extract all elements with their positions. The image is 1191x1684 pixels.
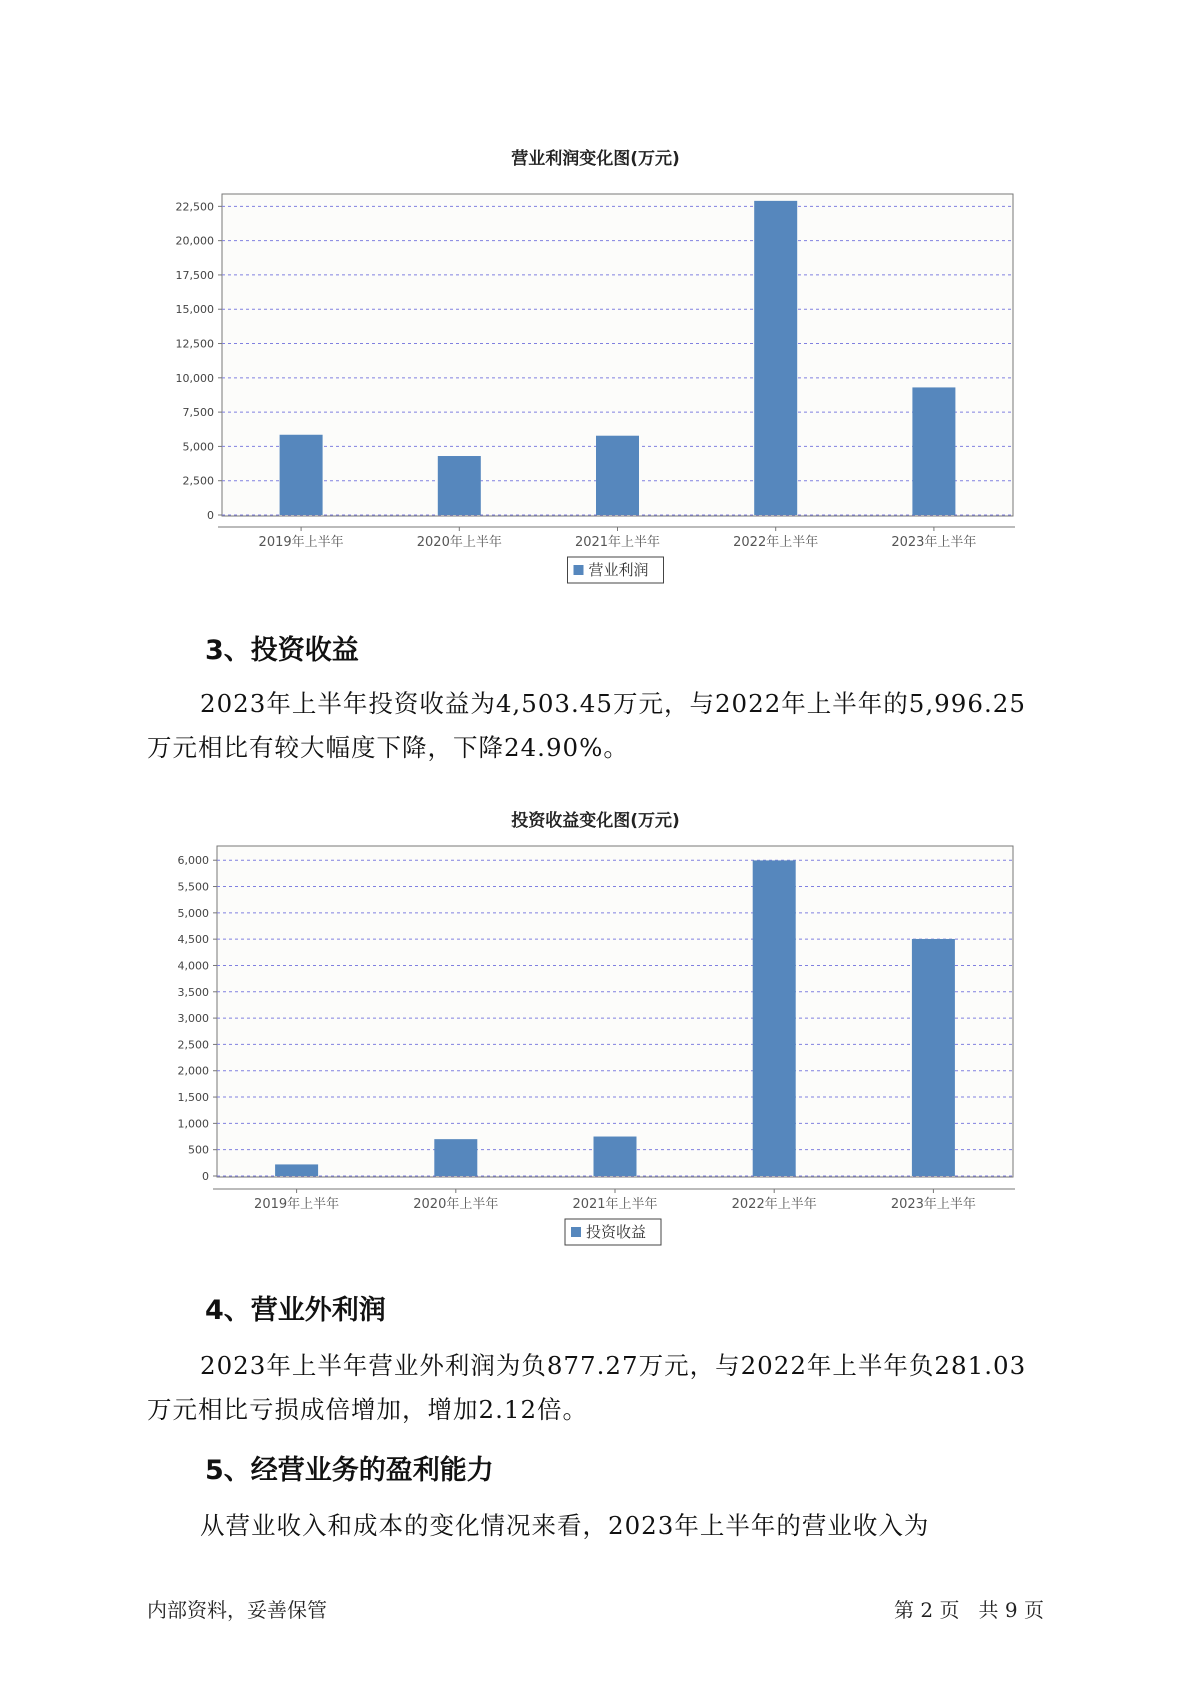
bar [753, 860, 796, 1176]
y-tick-label: 5,000 [182, 440, 214, 454]
y-tick-label: 6,000 [177, 854, 209, 868]
y-tick-label: 15,000 [175, 303, 214, 317]
y-tick-label: 20,000 [175, 234, 214, 248]
footer-confidential-note: 内部资料，妥善保管 [147, 1598, 327, 1622]
y-tick-label: 2,500 [177, 1038, 209, 1052]
bar [594, 1137, 637, 1176]
paragraph-line: 从营业收入和成本的变化情况来看，2023年上半年的营业收入为 [200, 1511, 930, 1540]
plot-area [217, 846, 1013, 1177]
x-tick-label: 2022年上半年 [731, 1197, 817, 1212]
section-heading-profitability: 5、经营业务的盈利能力 [205, 1455, 494, 1486]
paragraph-investment-income [147, 682, 1047, 770]
x-tick-label: 2023年上半年 [890, 1197, 976, 1212]
bar [754, 201, 797, 515]
x-tick-label: 2022年上半年 [733, 535, 819, 550]
x-tick-label: 2023年上半年 [891, 535, 977, 550]
paragraph-line: 万元相比亏损成倍增加，增加2.12倍。 [147, 1395, 589, 1424]
y-tick-label: 12,500 [175, 337, 214, 351]
bar [912, 939, 955, 1176]
paragraph-line: 2023年上半年投资收益为4,503.45万元，与2022年上半年的5,996.25 [200, 689, 1026, 718]
y-tick-label: 5,500 [177, 880, 209, 894]
x-tick-label: 2020年上半年 [416, 535, 502, 550]
paragraph-line: 2023年上半年营业外利润为负877.27万元，与2022年上半年负281.03 [200, 1351, 1027, 1380]
chart-title-investment-income: 投资收益变化图(万元) [511, 811, 680, 831]
y-tick-label: 7,500 [182, 406, 214, 420]
section-heading-non-operating-profit: 4、营业外利润 [205, 1295, 386, 1326]
y-tick-label: 0 [202, 1170, 209, 1183]
y-tick-label: 1,500 [177, 1091, 209, 1105]
bar [275, 1164, 318, 1176]
y-tick-label: 17,500 [175, 268, 214, 282]
y-tick-label: 10,000 [175, 371, 214, 385]
bar [280, 435, 323, 515]
legend [568, 557, 664, 583]
y-tick-label: 3,000 [177, 1012, 209, 1026]
y-tick-label: 2,500 [182, 474, 214, 488]
y-tick-label: 3,500 [177, 985, 209, 999]
section-heading-investment-income: 3、投资收益 [205, 635, 359, 666]
y-tick-label: 22,500 [175, 200, 214, 214]
operating-profit-bar-chart [0, 180, 1191, 590]
x-tick-label: 2019年上半年 [254, 1197, 340, 1212]
bar [438, 456, 481, 515]
y-tick-label: 0 [207, 509, 214, 522]
y-tick-label: 4,500 [177, 933, 209, 947]
paragraph-profitability [147, 1504, 1047, 1548]
bar [434, 1139, 477, 1176]
y-tick-label: 2,000 [177, 1064, 209, 1078]
x-tick-label: 2021年上半年 [574, 535, 661, 550]
legend [565, 1219, 661, 1245]
x-tick-label: 2019年上半年 [258, 535, 344, 550]
bar [912, 387, 955, 515]
investment-income-bar-chart [0, 840, 1191, 1250]
y-tick-label: 5,000 [177, 906, 209, 920]
legend-swatch [574, 565, 584, 575]
chart-title-operating-profit: 营业利润变化图(万元) [511, 149, 680, 169]
bar [596, 436, 639, 515]
x-tick-label: 2020年上半年 [413, 1197, 499, 1212]
y-tick-label: 1,000 [177, 1117, 209, 1131]
y-tick-label: 4,000 [177, 959, 209, 973]
legend-swatch [571, 1227, 581, 1237]
y-tick-label: 500 [188, 1143, 209, 1157]
paragraph-line: 万元相比有较大幅度下降，下降24.90%。 [147, 733, 629, 762]
footer-page-number: 第 2 页 共 9 页 [894, 1598, 1044, 1622]
paragraph-non-operating-profit [147, 1344, 1047, 1432]
x-tick-label: 2021年上半年 [572, 1197, 658, 1212]
legend-label: 营业利润 [588, 561, 649, 579]
legend-label: 投资收益 [586, 1223, 647, 1241]
